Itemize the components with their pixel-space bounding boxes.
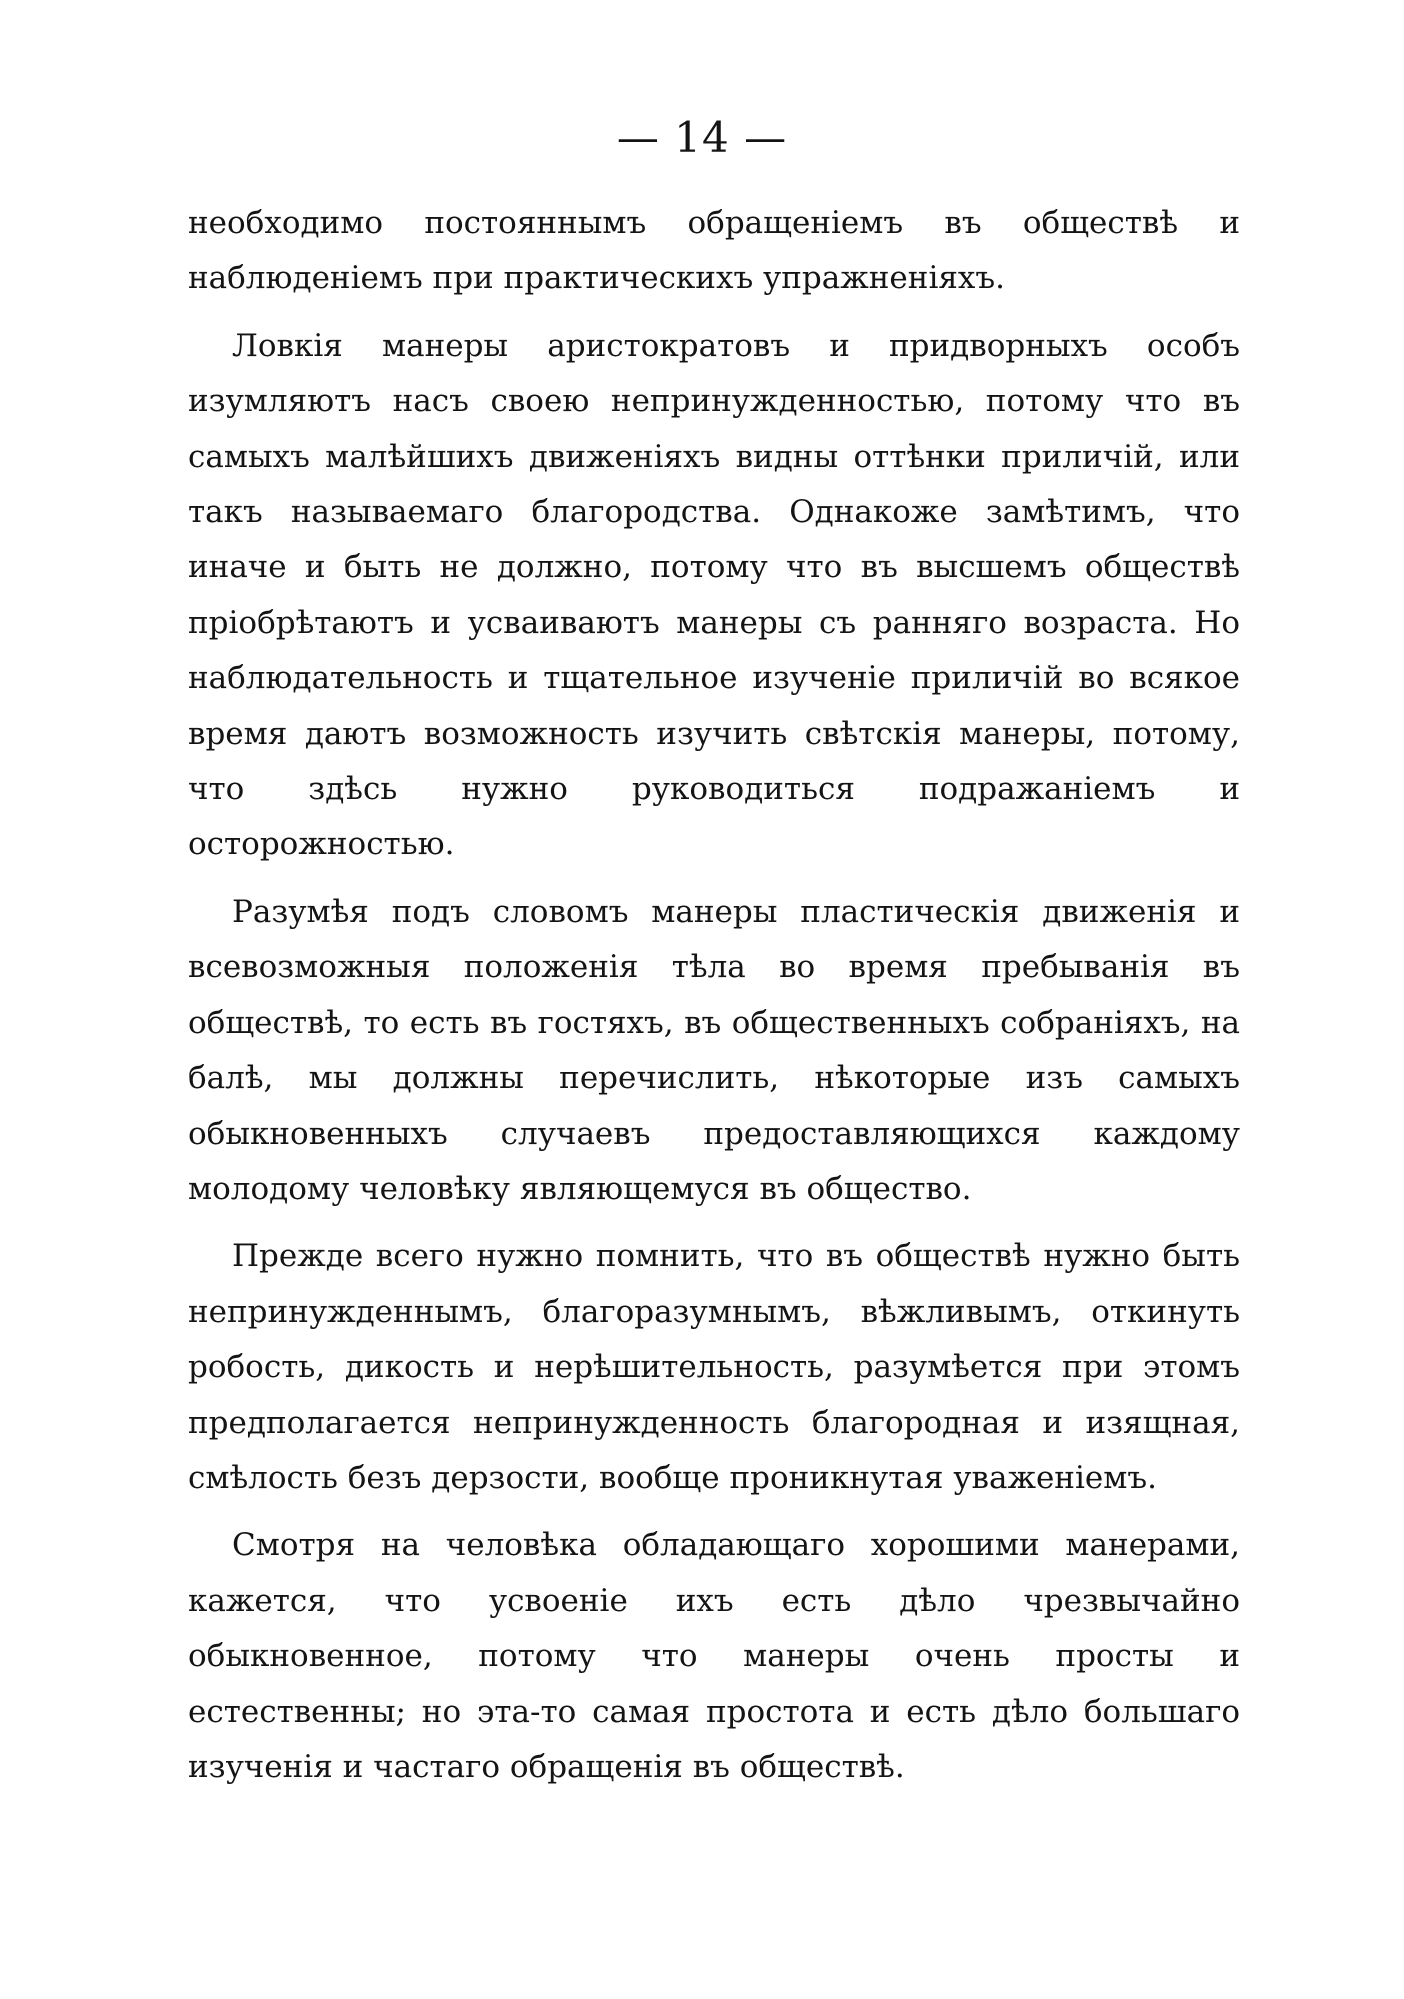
paragraph: Ловкія манеры аристократовъ и придворныхъ особъ изумляютъ насъ своею непринужденностью, потому что въ самыхъ малѣйшихъ движеніяхъ видны оттѣнки приличій, или такъ называемаго благородства. Однакоже замѣтимъ, что иначе и быть не должно, потому что въ высшемъ обществѣ пріобрѣтаютъ и усваиваютъ манеры съ ранняго возраста. Но наблюдательность и тщательное изученіе приличій во всякое время даютъ возможность изучить свѣтскія манеры, потому, что здѣсь нужно руководиться подражаніемъ и осторожностью.: [188, 327, 1240, 863]
paragraph: необходимо постояннымъ обращеніемъ въ обществѣ и наблюденіемъ при практическихъ упражненіяхъ.: [188, 205, 1240, 297]
page-number: — 14 —: [616, 113, 788, 162]
paragraph: Разумѣя подъ словомъ манеры пластическія движенія и всевозможныя положенія тѣла во время пребыванія въ обществѣ, то есть въ гостяхъ, въ общественныхъ собраніяхъ, на балѣ, мы должны перечислить, нѣкоторые изъ самыхъ обыкновенныхъ случаевъ предоставляющихся каждому молодому человѣку являющемуся въ общество.: [188, 893, 1240, 1207]
body-text: [188, 196, 1240, 1807]
paragraph: Смотря на человѣка обладающаго хорошими манерами, кажется, что усвоеніе ихъ есть дѣло чрезвычайно обыкновенное, потому что манеры очень просты и естественны; но эта-то самая простота и есть дѣло большаго изученія и частаго обращенія въ обществѣ.: [188, 1527, 1240, 1785]
paragraph: Прежде всего нужно помнить, что въ обществѣ нужно быть непринужденнымъ, благоразумнымъ, вѣжливымъ, откинуть робость, дикость и нерѣшительность, разумѣется при этомъ предполагается непринужденность благородная и изящная, смѣлость безъ дерзости, вообще проникнутая уваженіемъ.: [188, 1238, 1240, 1496]
